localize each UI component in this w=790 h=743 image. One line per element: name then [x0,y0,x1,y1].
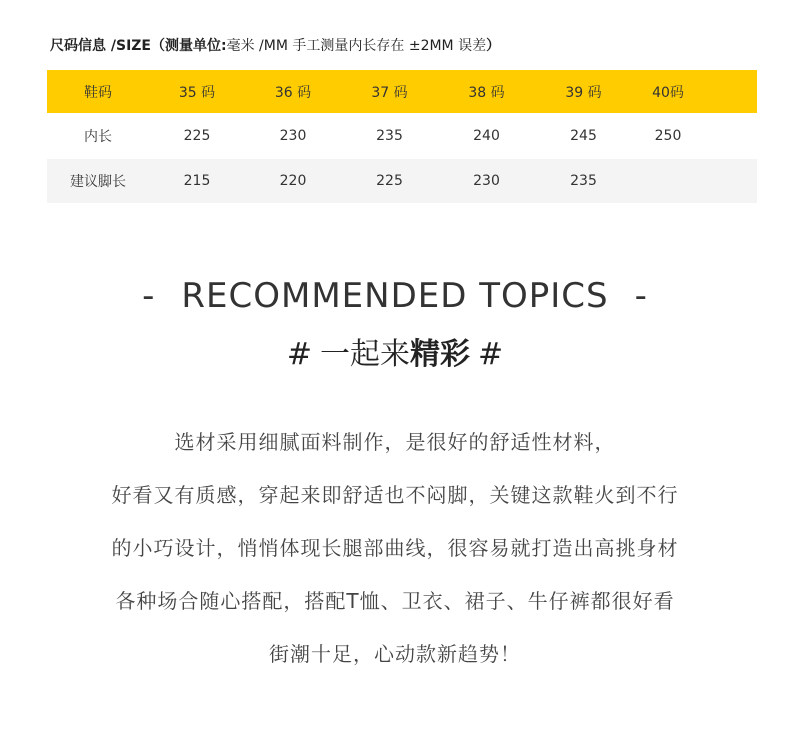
subtitle-hash-right: # [478,337,504,372]
description-line: 的小巧设计，悄悄体现长腿部曲线，很容易就打造出高挑身材 [111,536,679,560]
table-cell: 235 [535,159,632,203]
subtitle-hash-left: # [286,337,312,372]
description-line: 好看又有质感，穿起来即舒适也不闷脚，关键这款鞋火到不行 [111,483,679,507]
header-cell: 37 码 [341,70,438,113]
table-cell: 240 [438,113,535,159]
product-description [0,416,790,681]
table-cell [704,159,757,203]
unit-value: 毫米 /MM 手工测量内长存在 ±2MM 误差 [226,38,487,54]
description-line: 街潮十足，心动款新趋势！ [269,642,521,666]
title-text: RECOMMENDED TOPICS [181,276,609,316]
table-cell: 内长 [47,113,149,159]
table-cell: 230 [245,113,341,159]
header-cell: 38 码 [438,70,535,113]
size-table-header-row [47,70,757,113]
topics-subtitle [0,334,790,376]
table-row [47,159,757,203]
unit-label: 测量单位: [165,38,227,54]
table-cell: 225 [341,159,438,203]
size-info-header [50,36,500,56]
paren-open: （ [151,38,165,54]
table-cell: 235 [341,113,438,159]
table-cell: 250 [632,113,704,159]
subtitle-normal: 一起来 [320,337,410,372]
table-cell: 230 [438,159,535,203]
header-cell: 鞋码 [47,70,149,113]
title-dash-left: - [142,276,156,316]
table-cell: 建议脚长 [47,159,149,203]
table-cell: 215 [149,159,245,203]
table-cell: 225 [149,113,245,159]
table-row [47,113,757,159]
table-cell: 220 [245,159,341,203]
subtitle-bold: 精彩 [410,337,470,372]
description-line: 各种场合随心搭配，搭配T恤、卫衣、裙子、牛仔裤都很好看 [115,589,675,613]
size-info-label: 尺码信息 /SIZE [50,38,151,54]
paren-close: ） [486,38,501,54]
description-line: 选材采用细腻面料制作，是很好的舒适性材料， [174,430,616,454]
header-cell: 35 码 [149,70,245,113]
header-cell [704,70,757,113]
size-table [47,70,757,203]
table-cell: 245 [535,113,632,159]
header-cell: 36 码 [245,70,341,113]
header-cell: 39 码 [535,70,632,113]
table-cell [632,159,704,203]
title-dash-right: - [634,276,648,316]
recommended-topics-title [0,274,790,318]
table-cell [704,113,757,159]
header-cell: 40码 [632,70,704,113]
